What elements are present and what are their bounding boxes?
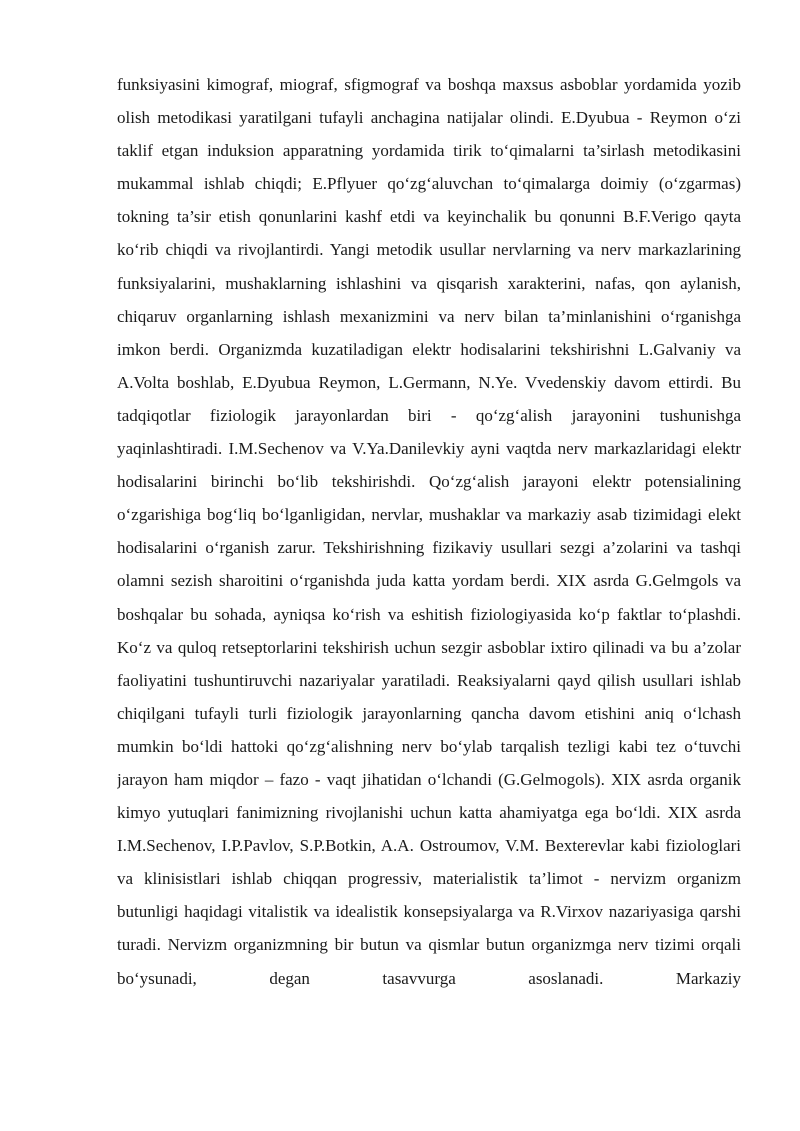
body-paragraph: funksiyasini kimograf, miograf, sfigmograf va boshqa maxsus asboblar yordamida yozib olish metodikasi yaratilgani tufayli anchagina natijalar olindi. E.Dyubua - Reymon o‘zi taklif etgan induksion apparatning yordamida tirik to‘qimalarni ta’sirlash metodikasini mukammal ishlab chiqdi; E.Pflyuer qo‘zg‘aluvchan to‘qimalarga doimiy (o‘zgarmas) tokning ta’sir etish qonunlarini kashf etdi va keyinchalik bu qonunni B.F.Verigo qayta ko‘rib chiqdi va rivojlantirdi. Yangi metodik usullar nervlarning va nerv markazlarining funksiyalarini, mushaklarning ishlashini va qisqarish xarakterini, nafas, qon aylanish, chiqaruv organlarning ishlash mexanizmini va nerv bilan ta’minlanishini o‘rganishga imkon berdi. Organizmda kuzatiladigan elektr hodisalarini tekshirishni L.Galvaniy va A.Volta boshlab, E.Dyubua Reymon, L.Germann, N.Ye. Vvedenskiy davom ettirdi. Bu tadqiqotlar fiziologik jarayonlardan biri - qo‘zg‘alish jarayonini tushunishga yaqinlashtiradi. I.M.Sechenov va V.Ya.Danilevkiy ayni vaqtda nerv markazlaridagi elektr hodisalarini birinchi bo‘lib tekshirishdi. Qo‘zg‘alish jarayoni elektr potensialining o‘zgarishiga bog‘liq bo‘lganligidan, nervlar, mushaklar va markaziy asab tizimidagi elekt hodisalarini o‘rganish zarur. Tekshirishning fizikaviy usullari sezgi a’zolarini va tashqi olamni sezish sharoitini o‘rganishda juda katta yordam berdi. XIX asrda G.Gelmgols va boshqalar bu sohada, ayniqsa ko‘rish va eshitish fiziologiyasida ko‘p faktlar to‘plashdi. Ko‘z va quloq retseptorlarini tekshirish uchun sezgir asboblar ixtiro qilinadi va bu a’zolar faoliyatini tushuntiruvchi nazariyalar yaratiladi. Reaksiyalarni qayd qilish usullari ishlab chiqilgani tufayli turli fiziologik jarayonlarning qancha davom etishini aniq o‘lchash mumkin bo‘ldi hattoki qo‘zg‘alishning nerv bo‘ylab tarqalish tezligi kabi tez o‘tuvchi jarayon ham miqdor – fazo - vaqt jihatidan o‘lchandi (G.Gelmogols). XIX asrda organik kimyo yutuqlari fanimizning rivojlanishi uchun katta ahamiyatga ega bo‘ldi. XIX asrda I.M.Sechenov, I.P.Pavlov, S.P.Botkin, A.A. Ostroumov, V.M. Bexterevlar kabi fiziologlari va klinisistlari ishlab chiqqan progressiv, materialistik ta’limot - nervizm organizm butunligi haqidagi vitalistik va idealistik konsepsiyalarga va R.Virxov nazariyasiga qarshi turadi. Nervizm organizmning bir butun va qismlar butun organizmga nerv tizimi orqali bo‘ysunadi, degan tasavvurga asoslanadi. Markaziy <box>117 75 741 988</box>
document-page <box>117 68 741 1078</box>
